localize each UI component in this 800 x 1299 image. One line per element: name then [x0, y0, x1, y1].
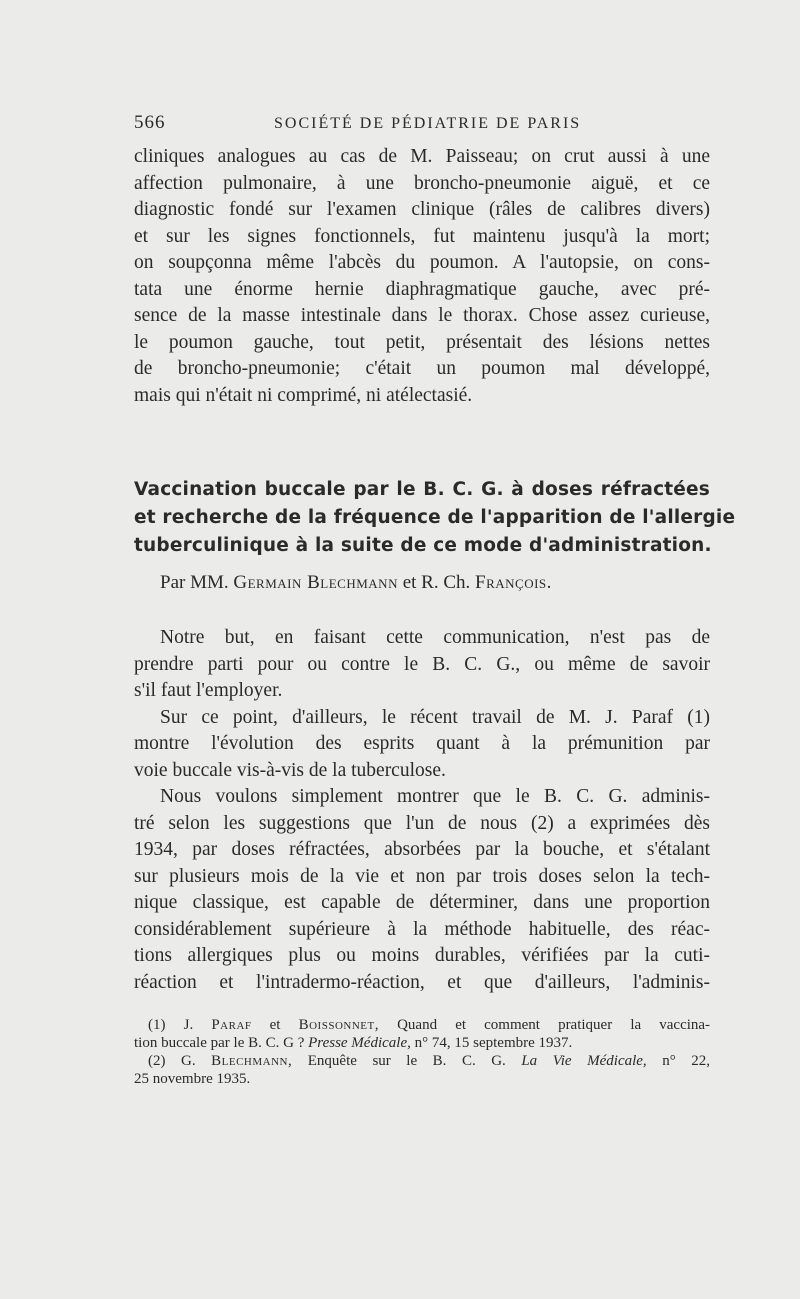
text-line: sence de la masse intestinale dans le thorax. Chose assez curieuse,	[134, 305, 710, 326]
text-line: tions allergiques plus ou moins durables, vérifiées par la cuti-	[134, 945, 710, 966]
text-line: cliniques analogues au cas de M. Paisseau; on crut aussi à une	[134, 146, 710, 167]
text-line: Nous voulons simplement montrer que le B. C. G. adminis-	[160, 786, 710, 807]
text-line: s'il faut l'employer.	[134, 680, 283, 701]
text-line: considérablement supérieure à la méthode habituelle, des réac-	[134, 918, 710, 940]
text-line: le poumon gauche, tout petit, présentait des lésions nettes	[134, 331, 710, 353]
footnote-1: (1) J. Paraf et Boissonnet, Quand et comment pratiquer la vaccina-	[148, 1017, 711, 1033]
text-line: tré selon les suggestions que l'un de nous (2) a exprimées dès	[134, 812, 710, 834]
author-name: François.	[475, 572, 552, 593]
text-line: prendre parti pour ou contre le B. C. G., ou même de savoir	[134, 653, 710, 675]
footnote-1-cont: tion buccale par le B. C. G ? Presse Médicale, n° 74, 15 septembre 1937.	[134, 1035, 573, 1051]
footnote-2: (2) G. Blechmann, Enquête sur le B. C. G. La Vie Médicale, n° 22,	[148, 1053, 710, 1069]
page-number: 566	[134, 112, 166, 133]
text-line: mais qui n'était ni comprimé, ni atélectasié.	[134, 384, 473, 406]
text-line: diagnostic fondé sur l'examen clinique (râles de calibres divers)	[134, 199, 710, 220]
paragraph-continued	[134, 144, 710, 409]
title-line: tuberculinique à la suite de ce mode d'administration.	[134, 535, 712, 556]
article-authors	[160, 572, 720, 594]
text-line: 1934, par doses réfractées, absorbées par la bouche, et s'étalant	[134, 839, 710, 860]
article-title	[134, 476, 736, 560]
footnotes	[134, 1016, 710, 1088]
text-line: tata une énorme hernie diaphragmatique gauche, avec pré-	[134, 278, 710, 300]
footnote-2-cont: 25 novembre 1935.	[134, 1071, 251, 1087]
text-line: voie buccale vis-à-vis de la tuberculose.	[134, 759, 446, 781]
text-line: affection pulmonaire, à une broncho-pneumonie aiguë, et ce	[134, 172, 710, 194]
article-body	[134, 625, 710, 996]
title-line: Vaccination buccale par le B. C. G. à doses réfractées	[134, 479, 710, 500]
text-line: et sur les signes fonctionnels, fut maintenu jusqu'à la mort;	[134, 225, 710, 247]
text-line: on soupçonna même l'abcès du poumon. A l'autopsie, on cons-	[134, 252, 710, 273]
authors-prefix: Par MM.	[160, 572, 229, 593]
text-line: Sur ce point, d'ailleurs, le récent travail de M. J. Paraf (1)	[160, 706, 710, 728]
author-name: Germain Blechmann	[233, 572, 398, 593]
text-line: montre l'évolution des esprits quant à la prémunition par	[134, 733, 710, 754]
journal-title: SOCIÉTÉ DE PÉDIATRIE DE PARIS	[274, 115, 582, 132]
running-head	[134, 112, 710, 136]
text-line: sur plusieurs mois de la vie et non par trois doses selon la tech-	[134, 865, 710, 887]
text-line: nique classique, est capable de déterminer, dans une proportion	[134, 892, 710, 913]
text-line: réaction et l'intradermo-réaction, et que d'ailleurs, l'adminis-	[134, 971, 710, 993]
authors-joiner: et R. Ch.	[402, 572, 471, 593]
title-line: et recherche de la fréquence de l'apparition de l'allergie	[134, 507, 736, 528]
text-line: de broncho-pneumonie; c'était un poumon mal développé,	[134, 358, 710, 379]
text-line: Notre but, en faisant cette communication, n'est pas de	[160, 627, 710, 648]
